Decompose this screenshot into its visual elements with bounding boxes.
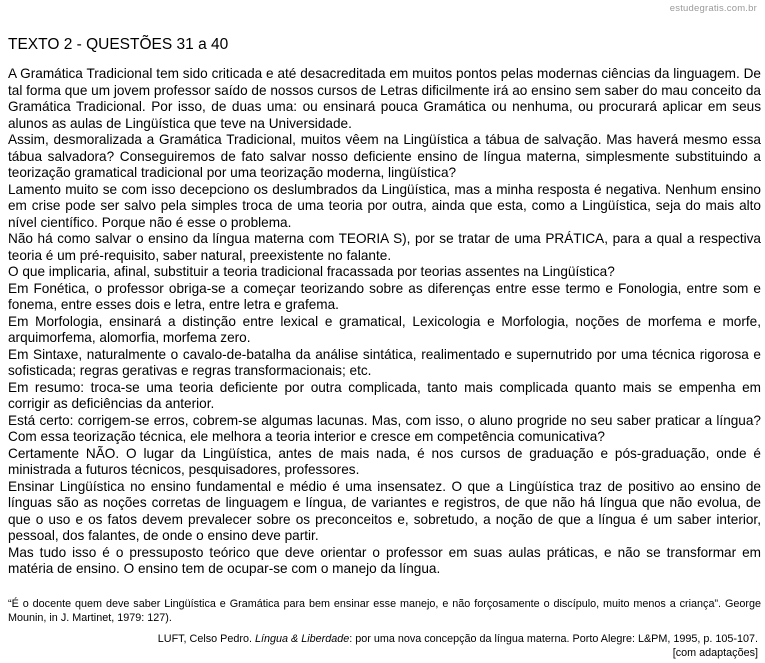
paragraph: A Gramática Tradicional tem sido criticada e até desacreditada em muitos pontos pelas modernas ciências da linguagem. De tal forma que um jovem professor saído de nossos cursos de Letras dificilmente irá ao ensino sem saber do mau conceito da Gramática Tradicional. Por isso, de duas uma: ou ensinará pouca Gramática ou nenhuma, ou procurará aplicar em seus alunos as aulas de Lingüística que teve na Universidade. [8,66,761,131]
reference-line [158,632,758,646]
paragraph: Não há como salvar o ensino da língua materna com TEORIA S), por se tratar de uma PRÁTICA, para a qual a respectiva teoria é um pré-requisito, saber natural, preexistente no falante. [8,231,761,263]
site-watermark: estudegratis.com.br [669,3,757,14]
reference-note: [com adaptações] [672,647,758,659]
paragraph: Em Fonética, o professor obriga-se a começar teorizando sobre as diferenças entre esse termo e Fonologia, entre som e fonema, entre esses dois e letra, entre letra e grafema. [8,280,761,312]
paragraph: Está certo: corrigem-se erros, cobrem-se algumas lacunas. Mas, com isso, o aluno progride no seu saber praticar a língua? Com essa teorização técnica, ele melhora a teoria interior e cresce em competência comunicativa? [8,412,761,444]
paragraph: Ensinar Lingüística no ensino fundamental e médio é uma insensatez. O que a Lingüística traz de positivo ao ensino de línguas são as noções corretas de linguagem e língua, de variantes e registros, de que não há língua que não evolua, de que o uso e os fatos devem prevalecer sobre os preconceitos e, sobretudo, a noção de que a língua é um saber interior, pessoal, dos falantes, de onde o ensino deve partir. [8,478,761,543]
reference-author: LUFT, Celso Pedro. [157,633,255,645]
paragraph: Mas tudo isso é o pressuposto teórico que deve orientar o professor em suas aulas práticas, e não se transformar em matéria de ensino. O ensino tem de ocupar-se com o manejo da língua. [8,544,761,576]
paragraph: Certamente NÃO. O lugar da Lingüística, antes de mais nada, é nos cursos de graduação e pós-graduação, onde é ministrada a futuros técnicos, pesquisadores, professores. [8,445,761,477]
reference-details: : por uma nova concepção da língua materna. Porto Alegre: L&PM, 1995, p. 105-107. [349,633,758,645]
section-title: TEXTO 2 - QUESTÕES 31 a 40 [8,36,229,53]
paragraph: Em Sintaxe, naturalmente o cavalo-de-batalha da análise sintática, realimentado e supernutrido por uma técnica rigorosa e sofisticada; regras gerativas e regras transformacionais; etc. [8,346,761,378]
paragraph: Em Morfologia, ensinará a distinção entre lexical e gramatical, Lexicologia e Morfologia, noções de morfema e morfe, arquimorfema, alomorfia, morfema zero. [8,313,761,345]
paragraph: Lamento muito se com isso decepciono os deslumbrados da Lingüística, mas a minha resposta é negativa. Nenhum ensino em crise pode ser salvo pela simples troca de uma teoria por outra, ainda que esta, como a Lingüística, seja do mais alto nível científico. Porque não é esse o problema. [8,181,761,230]
paragraph: Assim, desmoralizada a Gramática Tradicional, muitos vêem na Lingüística a tábua de salvação. Mas haverá mesmo essa tábua salvadora? Conseguiremos de fato salvar nosso deficiente ensino de língua materna, simplesmente substituindo a teorização gramatical tradicional por uma teorização moderna, lingüística? [8,132,761,180]
footnote-quote: “É o docente quem deve saber Lingüística e Gramática para bem ensinar esse manejo, e não forçosamente o discípulo, muito menos a criança”. George Mounin, in J. Martinet, 1979: 127). [8,598,761,624]
bibliographic-reference [158,632,758,660]
text-body [8,66,761,578]
paragraph: Em resumo: troca-se uma teoria deficiente por outra complicada, tanto mais complicada quanto mais se empenha em corrigir as deficiências da anterior. [8,379,761,411]
paragraph: O que implicaria, afinal, substituir a teoria tradicional fracassada por teorias assentes na Lingüística? [8,264,615,279]
reference-book-title: Língua & Liberdade [254,633,350,645]
